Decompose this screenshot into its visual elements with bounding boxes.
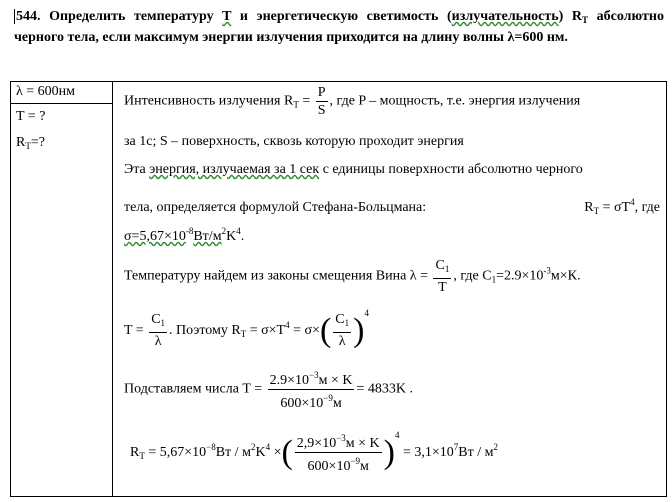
solution-line-7: T = $\frac{C_1}{\lambda}$ . Поэтому $R_T = \sigma\times T^4 = \sigma\times$( $\frac{C_1}{\lambda}$ )$^4$ (124, 308, 369, 350)
find-luminosity: $R_T=$? (16, 135, 45, 151)
solution-line-2: за 1с; S – поверхность, сквозь которую проходит энергия (124, 134, 464, 149)
given-lambda: λ = 600нм (10, 81, 112, 104)
solution-line-9: $R_T = 5,67\times 10^{-8}Вт / м^2K^4$ ×( $\frac{2,9\times 10^{-3}м \times K}{600\times 10^{-9}м}$ )$^4 = 3,1\times 10^7Вт / м^2$ (130, 430, 498, 475)
problem-text: Определить температуру T и энергетическую светимость (излучательность) $R_T$ абсолютно черного тела, если максимум энергии излучения приходится на длину волны λ=600 нм. (14, 9, 664, 45)
fraction-p-over-s: $\frac{P}{S}$ (317, 85, 326, 118)
solution-line-5: $\sigma=5,67\times 10^{-8}Вт/м^2K^4$. (124, 226, 245, 244)
fraction-luminosity: $\frac{2,9\times 10^{-3}м \times K}{600\times 10^{-9}м}$ (295, 430, 382, 475)
solution-line-3: Эта энергия, излучаемая за 1 сек с единицы поверхности абсолютно черного (124, 162, 583, 177)
solution-line-6: Температуру найдем из законы смещения Вина λ = $\frac{C_1}{T}$ , где $C_1=2.9\times 10^{-3}м\times К$. (124, 258, 581, 295)
problem-statement (14, 8, 664, 47)
solution-line-4: тела, определяется формулой Стефана-Больцмана: $R_T = \sigma T^4$, где (124, 197, 660, 216)
find-temperature: T = ? (16, 109, 46, 124)
problem-number: 544. (16, 9, 41, 24)
given-column (10, 81, 113, 497)
fraction-inner: $\frac{C_1}{\lambda}$ (335, 312, 350, 350)
fraction-c1-over-t: $\frac{C_1}{T}$ (435, 258, 450, 295)
solution-line-8: Подставляем числа T = $\frac{2.9\times 10^{-3}м \times K}{600\times 10^{-9}м}$ = 4833K . (124, 367, 413, 412)
fraction-temperature: $\frac{2.9\times 10^{-3}м \times K}{600\times 10^{-9}м}$ (268, 367, 355, 412)
fraction-c1-over-lambda: $\frac{C_1}{\lambda}$ (151, 312, 166, 350)
solution-line-1: Интенсивность излучения $R_T$ = $\frac{P}{S}$ , где P – мощность, т.е. энергия излучения (124, 85, 581, 118)
